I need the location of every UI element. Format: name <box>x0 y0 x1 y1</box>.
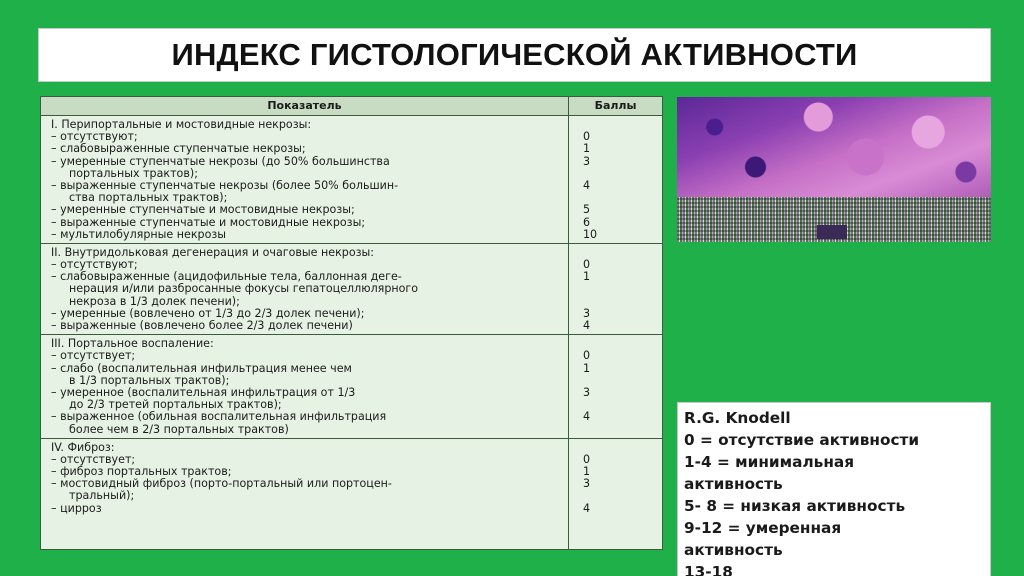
legend-line: 1-4 = минимальная <box>684 453 855 471</box>
slide-title: ИНДЕКС ГИСТОЛОГИЧЕСКОЙ АКТИВНОСТИ <box>171 37 858 72</box>
score-value <box>583 168 662 180</box>
table-section <box>41 439 662 549</box>
score-value: 1 <box>583 465 591 479</box>
score-value: 0 <box>583 349 591 363</box>
title-box <box>38 28 991 82</box>
criteria-line: – умеренные ступенчатые некрозы (до 50% большинства <box>51 154 390 168</box>
criteria-line: – умеренные (вовлечено от 1/3 до 2/3 долек печени); <box>51 306 365 320</box>
criteria-line: – умеренное (воспалительная инфильтрация от 1/3 <box>51 385 356 399</box>
score-value <box>583 442 662 454</box>
criteria-line: III. Портальное воспаление: <box>51 337 214 351</box>
criteria-line: – слабо (воспалительная инфильтрация менее чем <box>51 361 352 375</box>
score-value <box>583 247 662 259</box>
score-value <box>583 192 662 204</box>
legend-line: 5- 8 = низкая активность <box>684 497 906 515</box>
score-value <box>583 375 662 387</box>
knodell-table <box>40 96 663 550</box>
score-value <box>583 424 662 436</box>
score-value <box>583 119 662 131</box>
score-value <box>583 283 662 295</box>
section-scores <box>569 439 662 549</box>
criteria-line: – слабовыраженные (ацидофильные тела, баллонная деге- <box>51 270 402 284</box>
criteria-line: – фиброз портальных трактов; <box>51 465 232 479</box>
criteria-line: тральный); <box>69 489 135 503</box>
legend-line: R.G. Knodell <box>684 409 791 427</box>
score-value <box>583 296 662 308</box>
score-value: 0 <box>583 258 591 272</box>
score-value: 3 <box>583 306 591 320</box>
criteria-line: – мостовидный фиброз (порто-портальный или портоцен- <box>51 477 392 491</box>
section-scores <box>569 335 662 438</box>
score-value: 4 <box>583 178 591 192</box>
criteria-line: – умеренные ступенчатые и мостовидные некрозы; <box>51 203 355 217</box>
score-value: 4 <box>583 410 591 424</box>
criteria-line: – выраженные ступенчатые и мостовидные некрозы; <box>51 215 366 229</box>
legend-line: 13-18 <box>684 563 733 576</box>
header-score: Баллы <box>594 99 637 112</box>
criteria-line: – выраженное (обильная воспалительная инфильтрация <box>51 410 387 424</box>
score-value: 6 <box>583 215 591 229</box>
score-value: 1 <box>583 270 591 284</box>
table-section <box>41 116 662 244</box>
score-value <box>583 490 662 502</box>
criteria-line: – отсутствуют; <box>51 258 138 272</box>
criteria-line: – отсутствует; <box>51 349 136 363</box>
section-criteria <box>41 244 569 334</box>
criteria-line: портальных трактов); <box>69 166 198 180</box>
criteria-line: нерация и/или разбросанные фокусы гепатоцеллюлярного <box>69 282 419 296</box>
score-value: 4 <box>583 319 591 332</box>
section-criteria <box>41 439 569 549</box>
criteria-line: II. Внутридольковая дегенерация и очаговые некрозы: <box>51 245 375 259</box>
legend-line: 9-12 = умеренная <box>684 519 842 537</box>
legend-line: 0 = отсутствие активности <box>684 431 920 449</box>
tissue-section <box>677 97 991 197</box>
score-value <box>583 399 662 411</box>
image-noise-block <box>817 225 847 239</box>
criteria-line: некроза в 1/3 долек печени); <box>69 294 240 308</box>
criteria-line: – цирроз <box>51 501 102 515</box>
section-criteria <box>41 335 569 438</box>
section-scores <box>569 244 662 334</box>
score-value: 0 <box>583 130 591 144</box>
criteria-line: I. Перипортальные и мостовидные некрозы: <box>51 118 312 131</box>
legend-line: активность <box>684 475 783 493</box>
table-section <box>41 335 662 439</box>
criteria-line: IV. Фиброз: <box>51 440 115 454</box>
criteria-line: до 2/3 третей портальных трактов); <box>69 398 282 412</box>
score-value: 3 <box>583 385 591 399</box>
header-indicator: Показатель <box>41 97 569 115</box>
score-value: 3 <box>583 154 591 168</box>
section-scores <box>569 116 662 243</box>
score-value: 1 <box>583 142 591 156</box>
knodell-legend <box>677 402 991 576</box>
section-criteria <box>41 116 569 243</box>
score-value: 10 <box>583 227 598 241</box>
score-value: 3 <box>583 477 591 491</box>
criteria-line: – мультилобулярные некрозы <box>51 227 227 241</box>
criteria-line: – выраженные ступенчатые некрозы (более 50% большин- <box>51 178 399 192</box>
criteria-line: более чем в 2/3 портальных трактов) <box>69 422 289 436</box>
score-value: 4 <box>583 501 591 515</box>
score-value: 0 <box>583 452 591 466</box>
criteria-line: – слабовыраженные ступенчатые некрозы; <box>51 142 306 156</box>
criteria-line: – выраженные (вовлечено более 2/3 долек печени) <box>51 319 353 332</box>
table-section <box>41 244 662 335</box>
criteria-line: – отсутствуют; <box>51 130 138 144</box>
score-value <box>583 338 662 350</box>
criteria-line: ства портальных трактов); <box>69 191 228 205</box>
criteria-line: в 1/3 портальных трактов); <box>69 373 230 387</box>
table-header <box>41 97 662 116</box>
criteria-line: – отсутствует; <box>51 452 136 466</box>
legend-line: активность <box>684 541 783 559</box>
score-value: 1 <box>583 361 591 375</box>
histology-image <box>677 97 991 242</box>
score-value: 5 <box>583 203 591 217</box>
